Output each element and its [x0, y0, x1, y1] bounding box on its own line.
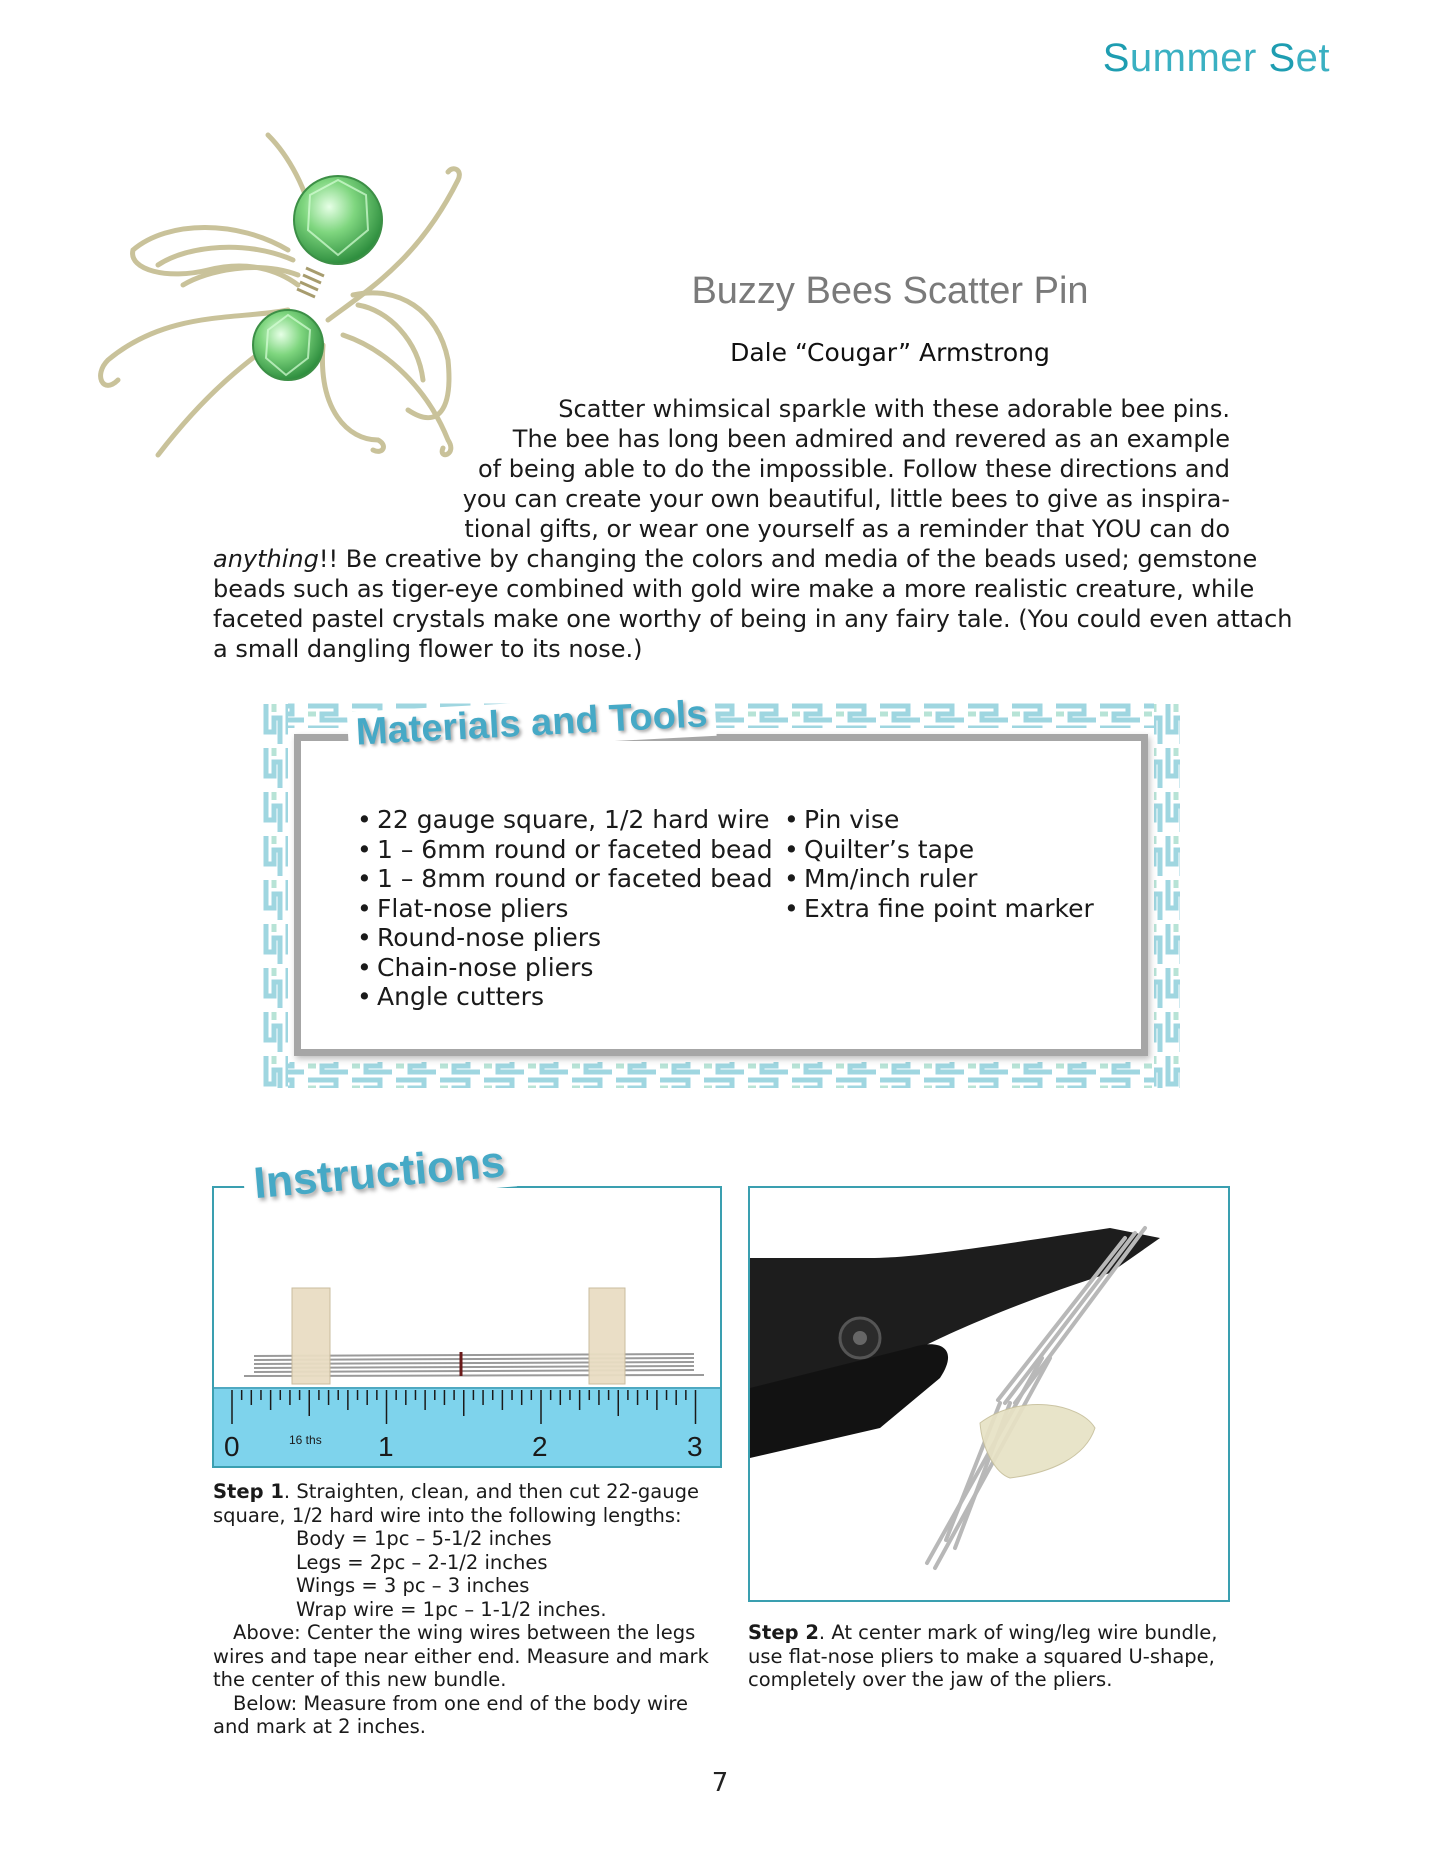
materials-list-left — [357, 805, 773, 1012]
intro-line: beads such as tiger-eye combined with gold wire make a more realistic creature, while — [213, 575, 1255, 603]
list-item: • 1 – 6mm round or faceted bead — [357, 835, 773, 865]
list-item: • 22 gauge square, 1/2 hard wire — [357, 805, 773, 835]
intro-line: of being able to do the impossible. Follow these directions and — [477, 455, 1230, 483]
materials-heading: Materials and Tools — [347, 693, 717, 755]
step1-cut-item: Body = 1pc – 5-1/2 inches — [296, 1527, 552, 1550]
step2-text-line: Step 2. At center mark of wing/leg wire bundle, — [748, 1621, 1218, 1644]
pliers-illustration — [750, 1188, 1228, 1600]
ruler-label: 1 — [378, 1431, 394, 1462]
intro-line: Scatter whimsical sparkle with these adorable bee pins. — [558, 395, 1230, 423]
step2-label: Step 2 — [748, 1621, 819, 1644]
step1-cut-item: Legs = 2pc – 2-1/2 inches — [296, 1550, 548, 1574]
intro-line: tional gifts, or wear one yourself as a reminder that YOU can do — [464, 515, 1230, 543]
intro-line: The bee has long been admired and revered as an example — [512, 425, 1230, 453]
intro-line: faceted pastel crystals make one worthy of being in any fairy tale. (You could even attach — [213, 605, 1293, 633]
list-item: • 1 – 8mm round or faceted bead — [357, 864, 773, 894]
step2-text-line: use flat-nose pliers to make a squared U-shape, — [748, 1644, 1215, 1668]
list-item: • Mm/inch ruler — [784, 864, 1094, 894]
step1-text-line: Step 1. Straighten, clean, and then cut 22-gauge — [213, 1480, 699, 1503]
step1-above-text: Above: Center the wing wires between the legs — [233, 1621, 696, 1644]
step1-photo — [212, 1186, 722, 1468]
step1-above-text: the center of this new bundle. — [213, 1668, 507, 1691]
instructions-heading: Instructions — [242, 1136, 517, 1209]
step1-above-text: wires and tape near either end. Measure and mark — [213, 1644, 709, 1668]
list-item: • Extra fine point marker — [784, 894, 1094, 924]
ruler-label: 0 — [224, 1431, 240, 1462]
series-title: Summer Set — [1102, 36, 1330, 80]
intro-line: a small dangling flower to its nose.) — [213, 635, 643, 663]
ruler-unit-label: 16 ths — [289, 1433, 322, 1447]
intro-line: you can create your own beautiful, little bees to give as inspira- — [462, 485, 1230, 513]
list-item: • Quilter’s tape — [784, 835, 1094, 865]
ruler-label: 2 — [532, 1431, 548, 1462]
materials-list-right — [784, 805, 1094, 923]
step1-cut-item: Wings = 3 pc – 3 inches — [296, 1574, 530, 1597]
step1-text-line: square, 1/2 hard wire into the following lengths: — [213, 1503, 682, 1527]
intro-italic-word: anything — [213, 545, 319, 573]
intro-line: anything!! Be creative by changing the colors and media of the beads used; gemstone — [213, 545, 1258, 573]
list-item: • Chain-nose pliers — [357, 953, 773, 983]
step1-label: Step 1 — [213, 1480, 284, 1503]
page-number: 7 — [711, 1768, 729, 1798]
ruler-label: 3 — [687, 1431, 703, 1462]
list-item: • Round-nose pliers — [357, 923, 773, 953]
step2-text-line: completely over the jaw of the pliers. — [748, 1668, 1113, 1691]
step2-photo — [748, 1186, 1230, 1602]
article-title: Buzzy Bees Scatter Pin — [691, 270, 1089, 312]
wire-ruler-illustration — [214, 1188, 720, 1466]
article-author: Dale “Cougar” Armstrong — [730, 338, 1050, 367]
step1-below-text: Below: Measure from one end of the body wire — [233, 1691, 689, 1715]
step1-below-text: and mark at 2 inches. — [213, 1715, 426, 1738]
list-item: • Angle cutters — [357, 982, 773, 1012]
list-item: • Pin vise — [784, 805, 1094, 835]
list-item: • Flat-nose pliers — [357, 894, 773, 924]
step1-cut-item: Wrap wire = 1pc – 1-1/2 inches. — [296, 1597, 607, 1621]
